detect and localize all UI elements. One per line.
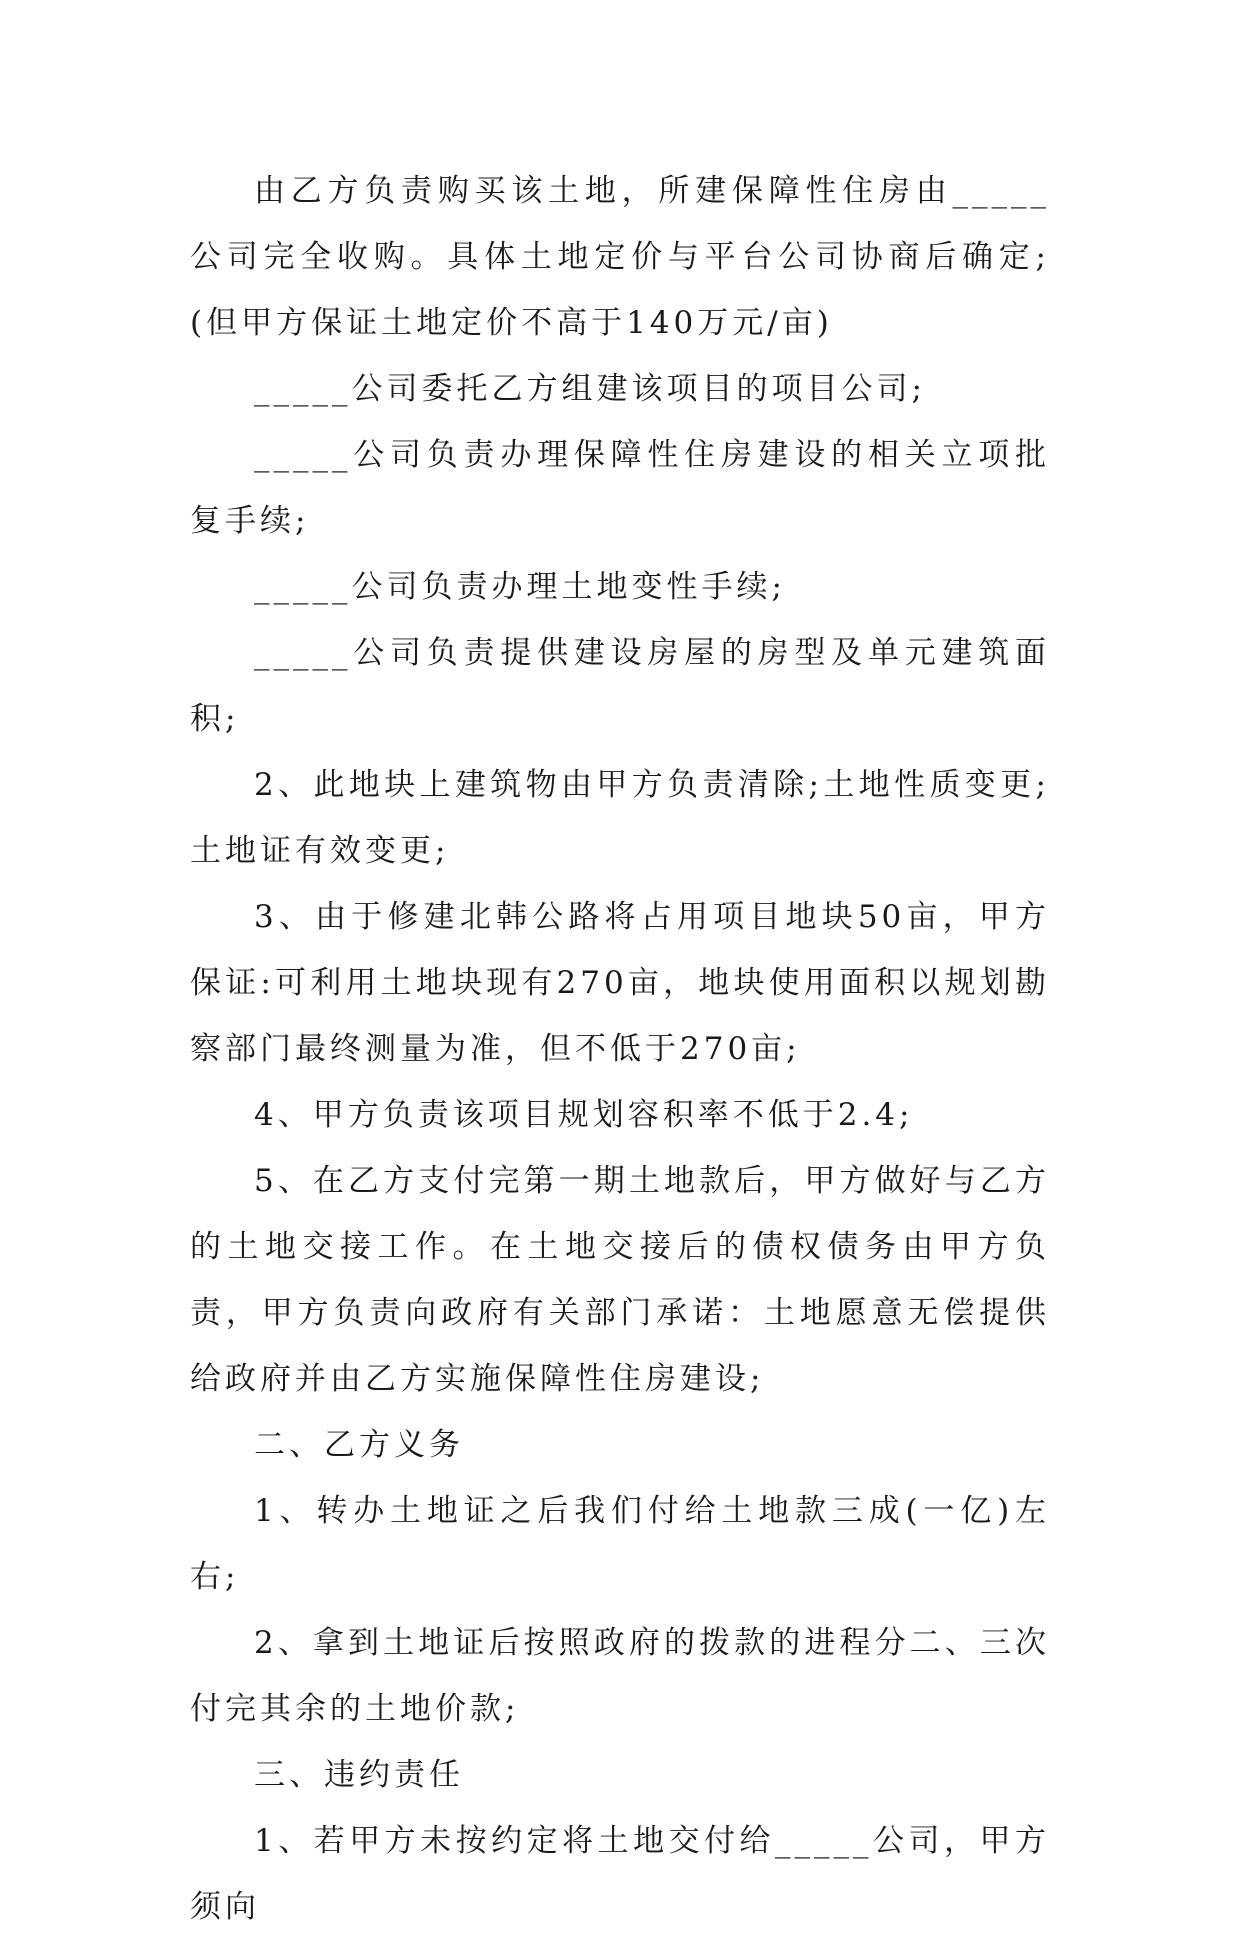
section-heading-party-b-obligations: 二、乙方义务 — [254, 1427, 464, 1463]
section-heading-breach-liability: 三、违约责任 — [254, 1757, 464, 1793]
paragraph-item-5: 5、在乙方支付完第一期土地款后，甲方做好与乙方的土地交接工作。在土地交接后的债权债务由甲方负责，甲方负责向政府有关部门承诺：土地愿意无偿提供给政府并由乙方实施保障性住房建设; — [190, 1163, 1050, 1397]
paragraph-land-conversion: _____公司负责办理土地变性手续; — [254, 569, 786, 605]
paragraph-item-2: 2、此地块上建筑物由甲方负责清除;土地性质变更;土地证有效变更; — [190, 767, 1050, 869]
paragraph-housing-types: _____公司负责提供建设房屋的房型及单元建筑面积; — [190, 635, 1050, 737]
document-body — [190, 158, 1050, 1940]
paragraph-obligation-2: 2、拿到土地证后按照政府的拨款的进程分二、三次付完其余的土地价款; — [190, 1625, 1050, 1727]
paragraph-obligation-1: 1、转办土地证之后我们付给土地款三成(一亿)左右; — [190, 1493, 1050, 1595]
paragraph-approval-procedures: _____公司负责办理保障性住房建设的相关立项批复手续; — [190, 437, 1050, 539]
paragraph-project-company: _____公司委托乙方组建该项目的项目公司; — [254, 371, 926, 407]
paragraph-breach-1: 1、若甲方未按约定将土地交付给_____公司，甲方须向 — [190, 1823, 1050, 1925]
paragraph-item-4: 4、甲方负责该项目规划容积率不低于2.4; — [254, 1097, 914, 1133]
paragraph-land-purchase: 由乙方负责购买该土地，所建保障性住房由_____公司完全收购。具体土地定价与平台公司协商后确定;(但甲方保证土地定价不高于140万元/亩) — [190, 173, 1050, 341]
paragraph-item-3: 3、由于修建北韩公路将占用项目地块50亩，甲方保证:可利用土地块现有270亩，地块使用面积以规划勘察部门最终测量为准，但不低于270亩; — [190, 899, 1050, 1067]
